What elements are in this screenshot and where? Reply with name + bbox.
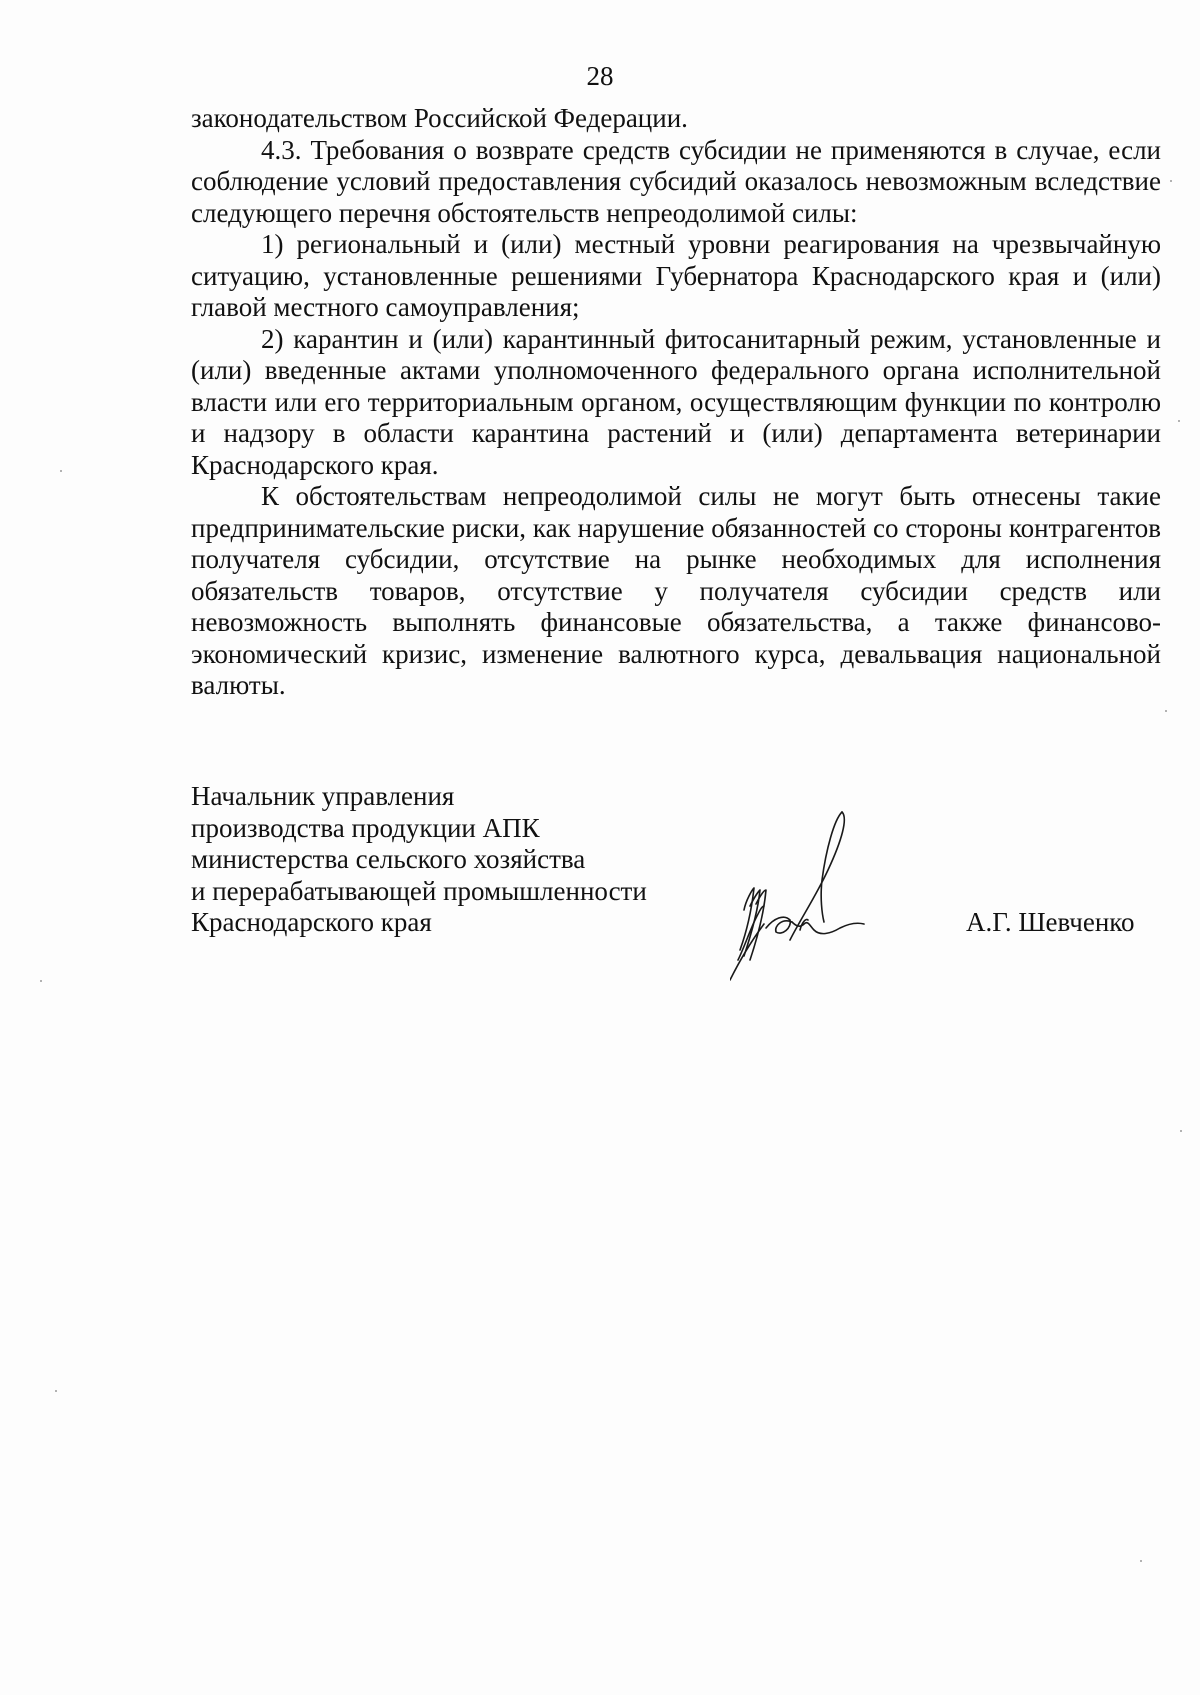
position-line: и перерабатывающей промышленности <box>191 875 647 906</box>
position-line: производства продукции АПК <box>191 812 540 843</box>
paragraph-continuation: законодательством Российской Федерации. <box>191 103 688 133</box>
signer-position <box>191 781 751 939</box>
paragraph-item-2: 2) карантин и (или) карантинный фитосанитарный режим, установленные и (или) введенные актами уполномоченного федерального органа исполнительной власти или его территориальным органом, осуществляющим функции по контролю и надзору в области карантина растений и (или) департамента ветеринарии Краснодарского края. <box>191 323 1161 480</box>
scan-speck <box>55 1390 57 1392</box>
position-line: Краснодарского края <box>191 907 432 937</box>
paragraph-4-3: 4.3. Требования о возврате средств субсидии не применяются в случае, если соблюдение условий предоставления субсидий оказалось невозможным вследствие следующего перечня обстоятельств непреодолимой силы: <box>191 134 1161 228</box>
position-line: министерства сельского хозяйства <box>191 844 586 874</box>
document-body <box>191 103 1161 702</box>
signer-name: А.Г. Шевченко <box>966 907 1135 937</box>
paragraph-force-majeure-exclusions: К обстоятельствам непреодолимой силы не могут быть отнесены такие предпринимательские риски, как нарушение обязанностей со стороны контрагентов получателя субсидии, отсутствие на рынке необходимых для исполнения обязательств товаров, отсутствие у получателя субсидии средств или невозможность выполнять финансовые обязательства, а также финансово-экономический кризис, изменение валютного курса, девальвация национальной валюты. <box>191 481 1161 700</box>
handwritten-signature <box>730 810 865 985</box>
scan-speck <box>1140 1560 1142 1562</box>
paragraph-item-1: 1) региональный и (или) местный уровни реагирования на чрезвычайную ситуацию, установленные решениями Губернатора Краснодарского края и (или) главой местного самоуправления; <box>191 229 1161 322</box>
scan-speck <box>1180 1130 1182 1132</box>
scan-speck <box>60 470 62 472</box>
scan-speck <box>1165 710 1167 712</box>
scan-speck <box>1178 420 1180 422</box>
scan-speck <box>40 980 42 982</box>
position-line: Начальник управления <box>191 781 455 811</box>
scan-speck <box>1170 180 1172 182</box>
page-number: 28 <box>586 61 614 91</box>
